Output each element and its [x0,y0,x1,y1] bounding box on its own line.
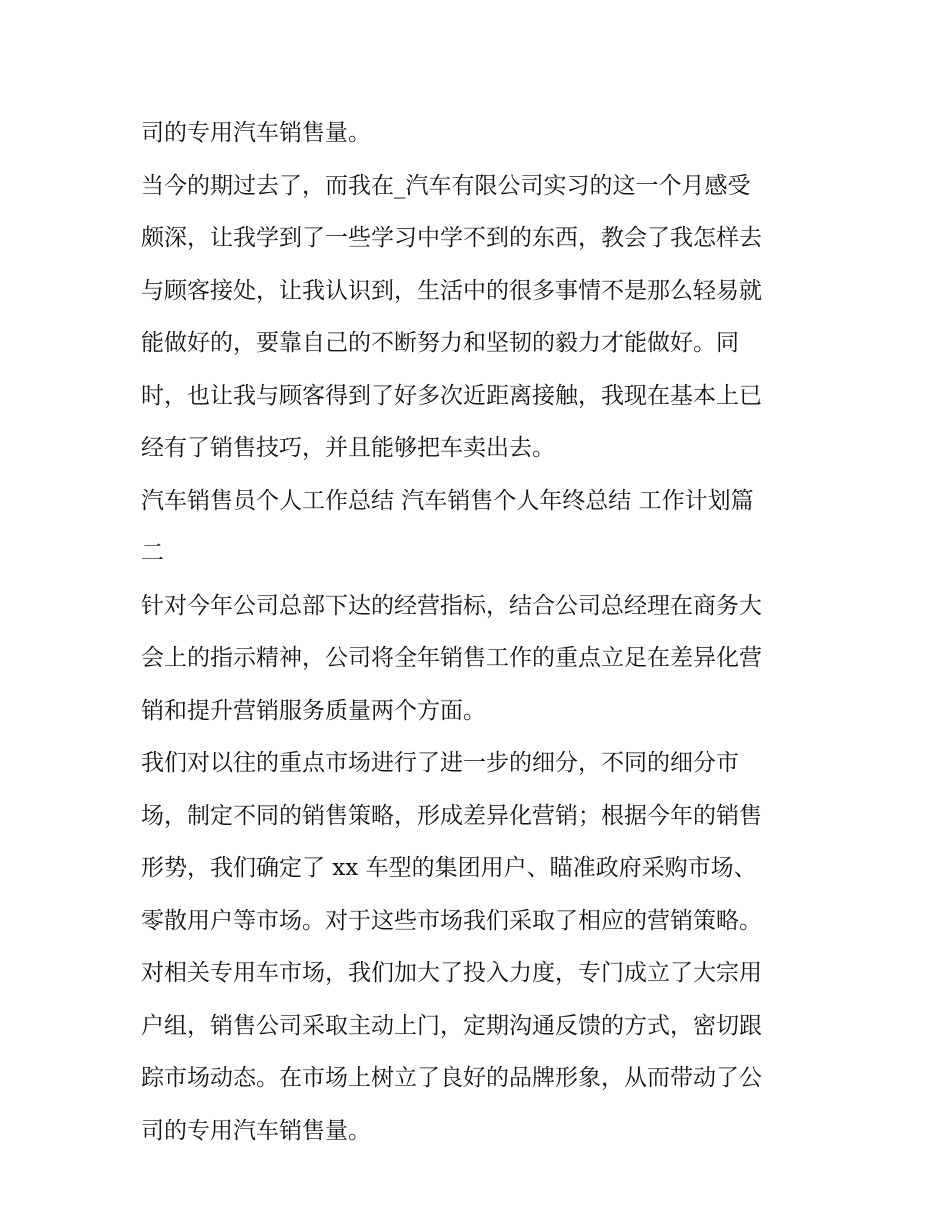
text-line: 零散用户等市场。对于这些市场我们采取了相应的营销策略。 [141,907,762,934]
text-line: 针对今年公司总部下达的经营指标，结合公司总经理在商务大 [141,592,762,619]
text-line: 经有了销售技巧，并且能够把车卖出去。 [141,435,555,461]
text-line: 踪市场动态。在市场上树立了良好的品牌形象，从而带动了公 [141,1065,762,1091]
text-line: 会上的指示精神，公司将全年销售工作的重点立足在差异化营 [141,645,762,671]
text-line: 户组，销售公司采取主动上门，定期沟通反馈的方式，密切跟 [141,1012,762,1039]
section-heading-line: 二 [141,540,164,566]
text-line: 销和提升营销服务质量两个方面。 [141,697,486,724]
body-text [141,107,813,1157]
text-line: 与顾客接处，让我认识到，生活中的很多事情不是那么轻易就 [141,277,762,304]
text-line: 时，也让我与顾客得到了好多次近距离接触，我现在基本上已 [141,382,762,409]
text-line: 司的专用汽车销售量。 [141,1117,371,1144]
text-line: 我们对以往的重点市场进行了进一步的细分，不同的细分市 [141,750,739,776]
text-line: 能做好的，要靠自己的不断努力和坚韧的毅力才能做好。同 [141,330,739,356]
text-line: 对相关专用车市场，我们加大了投入力度，专门成立了大宗用 [141,960,762,986]
text-line: 当今的期过去了，而我在_汽车有限公司实习的这一个月感受 [141,172,751,199]
section-heading-line: 汽车销售员个人工作总结 汽车销售个人年终总结 工作计划篇 [141,487,754,514]
text-line: 司的专用汽车销售量。 [141,120,371,146]
text-line: 颇深，让我学到了一些学习中学不到的东西，教会了我怎样去 [141,225,762,251]
text-line: 场，制定不同的销售策略，形成差异化营销；根据今年的销售 [141,802,762,829]
text-line: 形势，我们确定了 xx 车型的集团用户、瞄准政府采购市场、 [141,855,757,881]
